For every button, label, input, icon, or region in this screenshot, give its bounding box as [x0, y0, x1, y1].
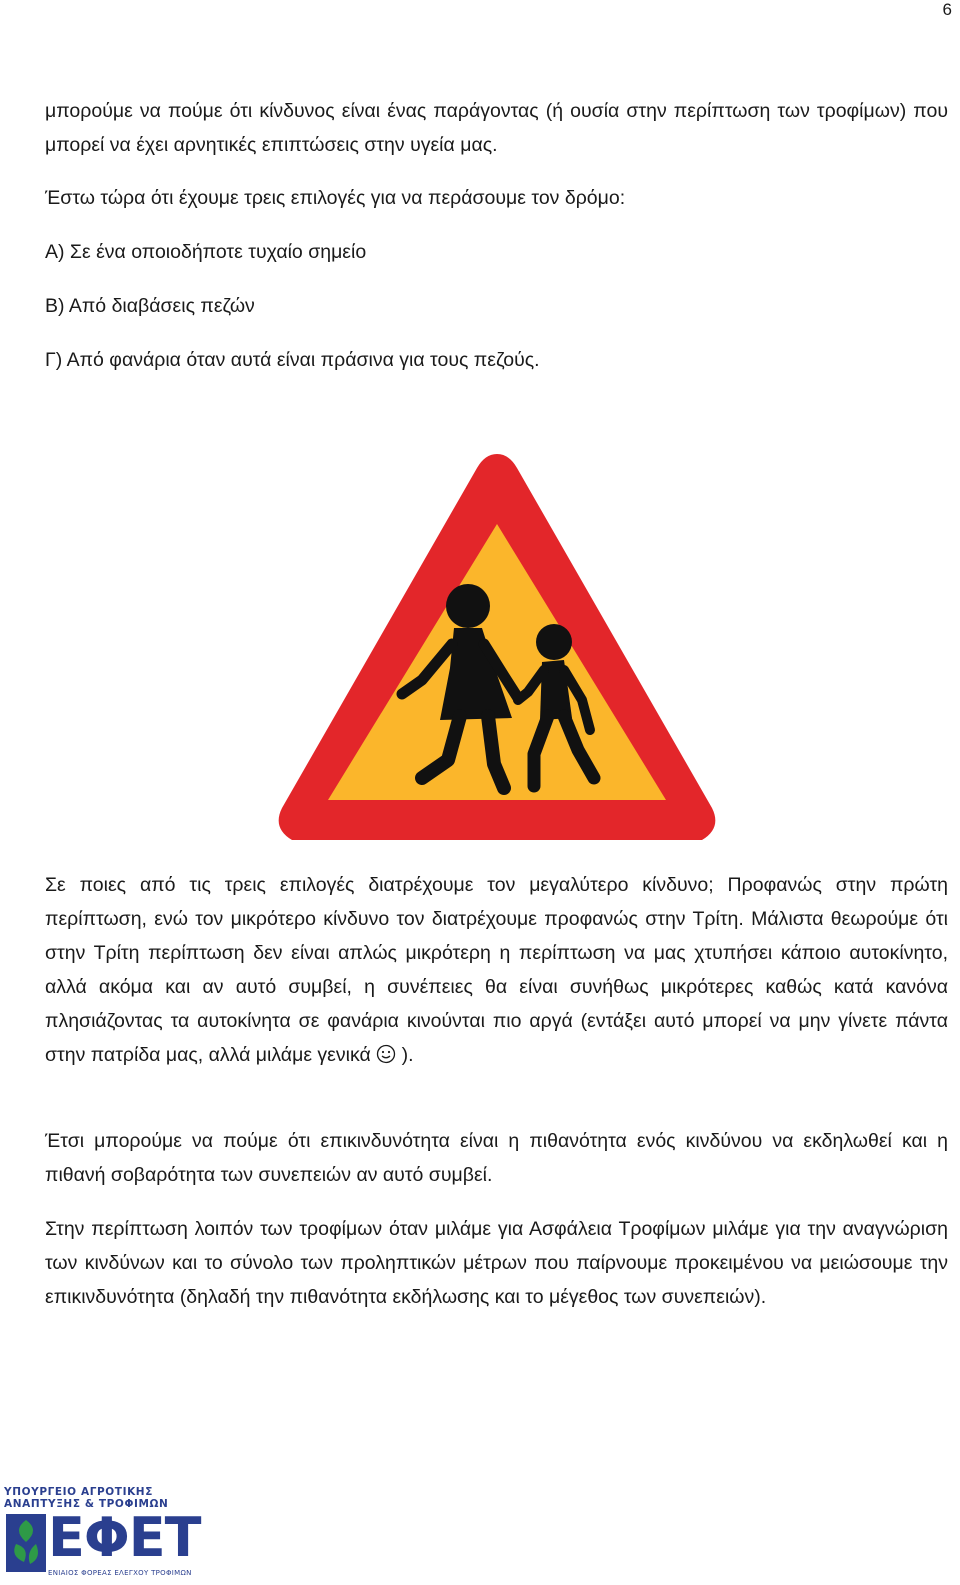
- logo-leaf-icon: [4, 1512, 48, 1574]
- logo-ministry-line-1: ΥΠΟΥΡΓΕΙΟ ΑΓΡΟΤΙΚΗΣ: [4, 1486, 153, 1498]
- risk-explanation-paragraph: [45, 868, 948, 1072]
- smiley-icon: [376, 1044, 396, 1064]
- page-number: 6: [942, 0, 952, 19]
- intro-paragraph-1: [45, 94, 948, 162]
- risk-definition-text: Έτσι μπορούμε να πούμε ότι επικινδυνότητα είναι η πιθανότητα ενός κινδύνου να εκδηλωθεί και η πιθανή σοβαρότητα των συνεπειών αν αυτό συμβεί.: [45, 1130, 948, 1186]
- boy-head: [536, 624, 572, 660]
- logo-acronym: ΕΦΕΤ: [48, 1506, 201, 1569]
- food-safety-paragraph: [45, 1212, 948, 1314]
- risk-explanation-text: [45, 868, 948, 1072]
- children-crossing-warning-sign-icon: [272, 448, 722, 848]
- logo-tagline: ΕΝΙΑΙΟΣ ΦΟΡΕΑΣ ΕΛΕΓΧΟΥ ΤΡΟΦΙΜΩΝ: [48, 1569, 192, 1577]
- logo-ministry-line-2: ΑΝΑΠΤΥΞΗΣ & ΤΡΟΦΙΜΩΝ: [4, 1498, 169, 1510]
- risk-explanation-closing-text: ).: [396, 1044, 414, 1066]
- food-safety-text: Στην περίπτωση λοιπόν των τροφίμων όταν μιλάμε για Ασφάλεια Τροφίμων μιλάμε για την αναγνώριση των κινδύνων και το σύνολο των προληπτικών μέτρων που παίρνουμε προκειμένου να μειώσουμε την επικινδυνότητα (δηλαδή την πιθανότητα εκδήλωσης και το μέγεθος των συνεπειών).: [45, 1218, 948, 1308]
- intro-paragraph-1-text: μπορούμε να πούμε ότι κίνδυνος είναι ένας παράγοντας (ή ουσία στην περίπτωση των τροφίμων) που μπορεί να έχει αρνητικές επιπτώσεις στην υγεία μας.: [45, 100, 948, 156]
- option-b-text: Β) Από διαβάσεις πεζών: [45, 295, 255, 317]
- options-intro-text: Έστω τώρα ότι έχουμε τρεις επιλογές για να περάσουμε τον δρόμο:: [45, 187, 626, 209]
- risk-definition-paragraph: [45, 1124, 948, 1192]
- efet-logo: [4, 1486, 201, 1584]
- girl-head: [446, 584, 490, 628]
- option-c-text: Γ) Από φανάρια όταν αυτά είναι πράσινα για τους πεζούς.: [45, 349, 540, 371]
- option-a-text: Α) Σε ένα οποιοδήποτε τυχαίο σημείο: [45, 241, 367, 263]
- risk-explanation-main-text: Σε ποιες από τις τρεις επιλογές διατρέχουμε τον μεγαλύτερο κίνδυνο; Προφανώς στην πρώτη περίπτωση, ενώ τον μικρότερο κίνδυνο τον διατρέχουμε προφανώς στην Τρίτη. Μάλιστα θεωρούμε ότι στην Τρίτη περίπτωση δεν είναι απλώς μικρότερη η περίπτωση να μας χτυπήσει κάποιο αυτοκίνητο, αλλά ακόμα και αν αυτό συμβεί, η συνέπειες θα είναι συνήθως μικρότερες καθώς κατά κανόνα πλησιάζοντας τα αυτοκίνητα σε φανάρια κινούνται πιο αργά (εντάξει αυτό μπορεί να μην γίνετε πάντα στην πατρίδα μας, αλλά μιλάμε γενικά: [45, 874, 948, 1066]
